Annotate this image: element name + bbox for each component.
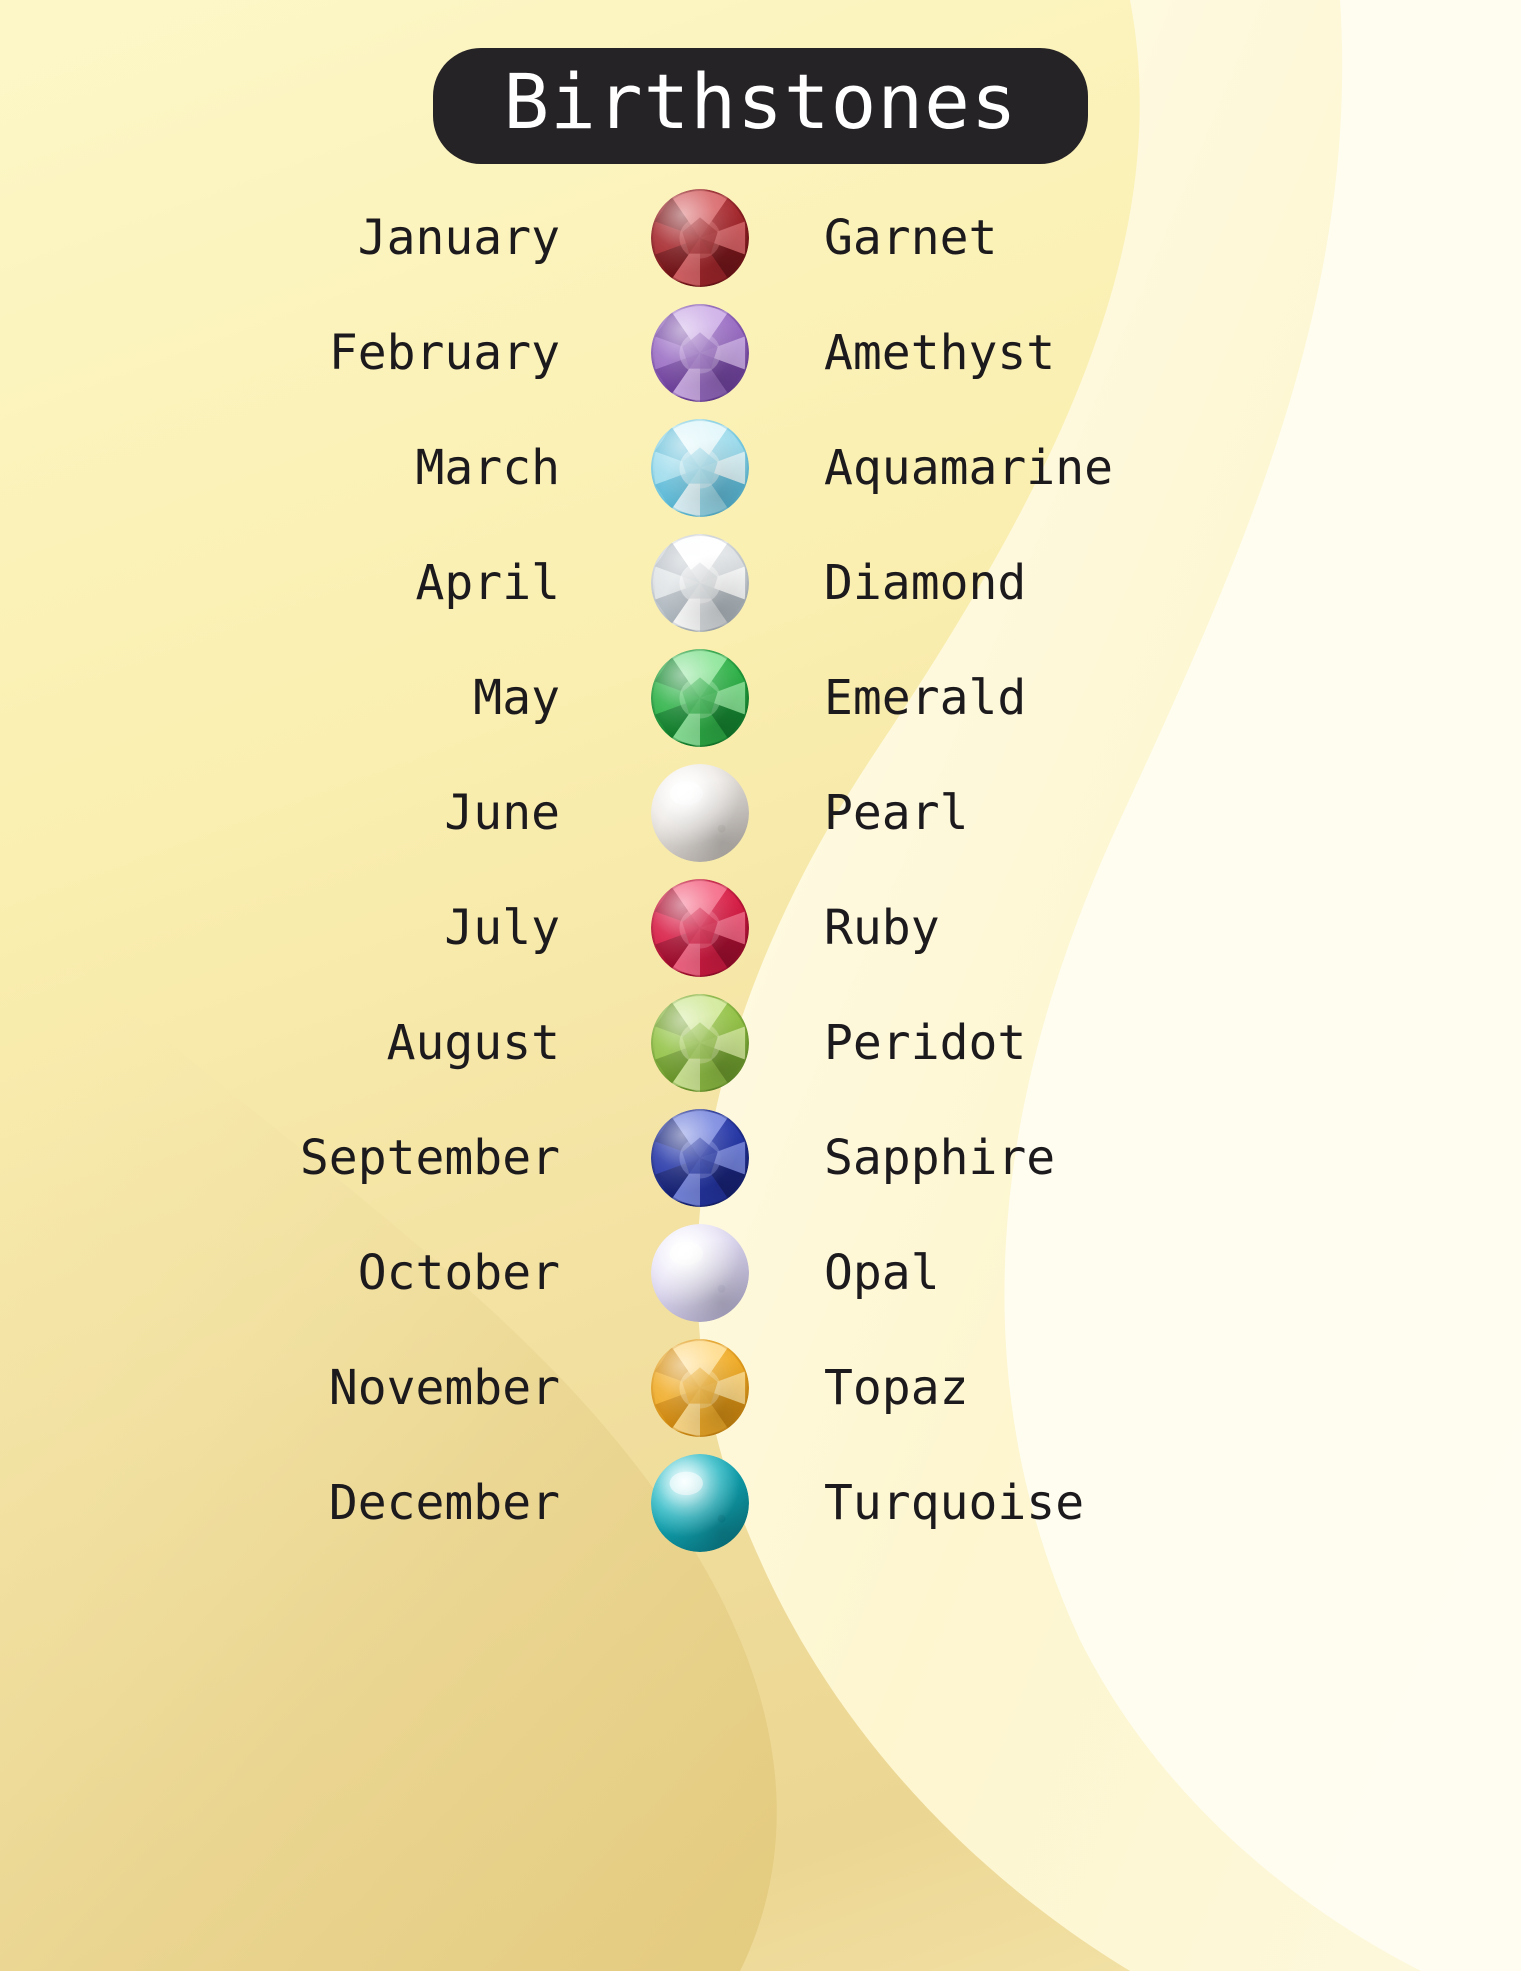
gem-cell xyxy=(620,534,780,632)
birthstone-row xyxy=(0,870,1255,985)
gem-facets xyxy=(651,994,749,1092)
gem-round-icon xyxy=(651,419,749,517)
gem-facets xyxy=(651,764,749,862)
birthstone-row xyxy=(0,410,1255,525)
month-label: October xyxy=(357,1244,560,1301)
gem-round-icon xyxy=(651,1339,749,1437)
opal-icon xyxy=(651,1224,749,1322)
stone-label: Topaz xyxy=(824,1359,969,1416)
month-label: December xyxy=(328,1474,560,1531)
gem-facets xyxy=(651,189,749,287)
stone-label: Amethyst xyxy=(824,324,1056,381)
gem-round-icon xyxy=(651,189,749,287)
stone-label: Pearl xyxy=(824,784,969,841)
gem-cell xyxy=(620,419,780,517)
poster-title-container xyxy=(0,48,1521,164)
month-label: September xyxy=(299,1129,560,1186)
stone-label: Peridot xyxy=(824,1014,1027,1071)
gem-facets xyxy=(651,1454,749,1552)
month-label: April xyxy=(415,554,560,611)
month-label: January xyxy=(357,209,560,266)
gem-round-icon xyxy=(651,879,749,977)
gem-cell xyxy=(620,1454,780,1552)
stone-label: Turquoise xyxy=(824,1474,1085,1531)
gem-facets xyxy=(651,1109,749,1207)
birthstone-list xyxy=(0,180,1255,1560)
gem-cell xyxy=(620,1224,780,1322)
month-label: May xyxy=(473,669,560,726)
birthstone-row xyxy=(0,180,1255,295)
stone-label: Sapphire xyxy=(824,1129,1056,1186)
birthstone-row xyxy=(0,1215,1255,1330)
gem-round-icon xyxy=(651,534,749,632)
gem-facets xyxy=(651,1224,749,1322)
birthstone-row xyxy=(0,525,1255,640)
birthstone-row xyxy=(0,985,1255,1100)
gem-round-icon xyxy=(651,1109,749,1207)
month-label: November xyxy=(328,1359,560,1416)
month-label: August xyxy=(386,1014,560,1071)
gem-cell xyxy=(620,304,780,402)
month-label: June xyxy=(444,784,560,841)
birthstone-row xyxy=(0,1445,1255,1560)
gem-round-icon xyxy=(651,649,749,747)
birthstone-row xyxy=(0,640,1255,755)
month-label: July xyxy=(444,899,560,956)
gem-facets xyxy=(651,534,749,632)
gem-facets xyxy=(651,304,749,402)
turquoise-icon xyxy=(651,1454,749,1552)
gem-cell xyxy=(620,764,780,862)
gem-facets xyxy=(651,879,749,977)
stone-label: Opal xyxy=(824,1244,940,1301)
stone-label: Diamond xyxy=(824,554,1027,611)
gem-cell xyxy=(620,879,780,977)
gem-cell xyxy=(620,1109,780,1207)
gem-facets xyxy=(651,1339,749,1437)
stone-label: Aquamarine xyxy=(824,439,1113,496)
gem-facets xyxy=(651,419,749,517)
gem-round-icon xyxy=(651,994,749,1092)
gem-cell xyxy=(620,189,780,287)
birthstone-row xyxy=(0,295,1255,410)
gem-cell xyxy=(620,649,780,747)
pearl-icon xyxy=(651,764,749,862)
gem-cell xyxy=(620,994,780,1092)
month-label: March xyxy=(415,439,560,496)
birthstone-row xyxy=(0,1330,1255,1445)
birthstone-row xyxy=(0,1100,1255,1215)
gem-facets xyxy=(651,649,749,747)
gem-cell xyxy=(620,1339,780,1437)
gem-round-icon xyxy=(651,304,749,402)
stone-label: Ruby xyxy=(824,899,940,956)
page-title: Birthstones xyxy=(433,48,1087,164)
birthstone-row xyxy=(0,755,1255,870)
month-label: February xyxy=(328,324,560,381)
stone-label: Garnet xyxy=(824,209,998,266)
stone-label: Emerald xyxy=(824,669,1027,726)
